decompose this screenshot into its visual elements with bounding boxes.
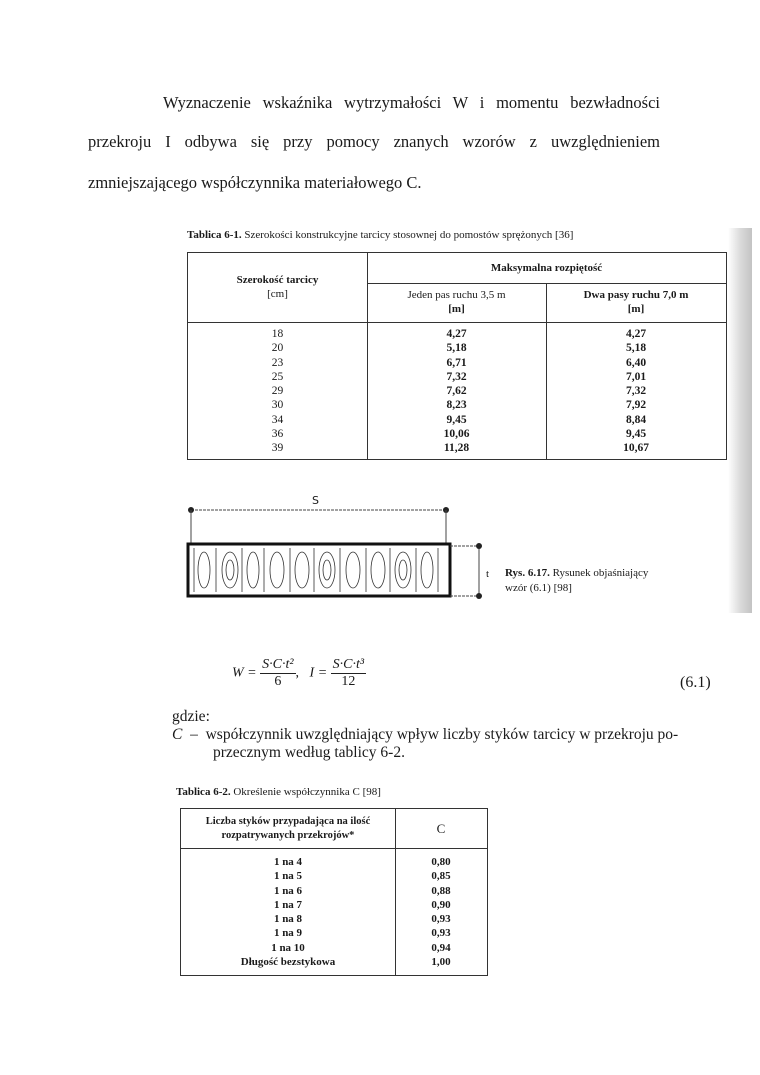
where-label: gdzie: [172, 708, 210, 725]
table2 [180, 808, 488, 976]
table1-header-two-lanes: Dwa pasy ruchu 7,0 m [m] [583, 289, 689, 315]
table1-header-width: Szerokość tarcicy [cm] [236, 274, 319, 300]
where-definition-cont: przecznym według tablicy 6-2. [213, 744, 405, 761]
figure-caption: Rys. 6.17. Rysunek objaśniający wzór (6.1) [98] [505, 567, 649, 594]
table2-header-joints: Liczba styków przypadająca na ilość rozpatrywanych przekrojów* [205, 816, 371, 841]
paragraph-line-1: Wyznaczenie wskaźnika wytrzymałości W i momentu bezwładności [163, 93, 660, 112]
table1-header-one-lane: Jeden pas ruchu 3,5 m [m] [407, 289, 506, 315]
paragraph-line-2: przekroju I odbywa się przy pomocy znanych wzorów z uwzględnieniem [88, 132, 660, 151]
scan-shadow [728, 228, 752, 613]
table1-col-two-lanes: 4,27 5,18 6,40 7,01 7,32 7,92 8,84 9,45 10,67 [623, 328, 649, 455]
dimension-s-label: S [312, 494, 319, 507]
table2-header-c: C [436, 821, 446, 836]
table1 [187, 252, 727, 460]
table2-caption: Tablica 6-2. Określenie współczynnika C [98] [176, 786, 381, 798]
table2-col-c: 0,80 0,85 0,88 0,90 0,93 0,93 0,94 1,00 [431, 856, 451, 969]
table2-col-joints: 1 na 4 1 na 5 1 na 6 1 na 7 1 na 8 1 na 9 1 na 10 Długość bezstykowa [240, 856, 336, 969]
dimension-t-label: t [486, 568, 490, 580]
table1-col-width: 18 20 23 25 29 30 34 36 39 [271, 328, 284, 455]
table1-caption: Tablica 6-1. Szerokości konstrukcyjne tarcicy stosownej do pomostów sprężonych [36] [187, 229, 574, 241]
table1-header-group: Maksymalna rozpiętość [490, 262, 603, 274]
formula-6-1: W = $\frac{\text{S·C·t²}}{6}$ , I = $\frac{\text{S·C·t³}}{12}$ [232, 657, 365, 689]
formula-number: (6.1) [680, 674, 711, 691]
where-definition: C – współczynnik uwzględniający wpływ liczby styków tarcicy w przekroju po- [172, 726, 679, 743]
paragraph-line-3: zmniejszającego współczynnika materiałowego C. [88, 173, 422, 192]
table1-col-one-lane: 4,27 5,18 6,71 7,32 7,62 8,23 9,45 10,06 11,28 [443, 328, 470, 455]
plank-cross-section-figure [180, 490, 500, 610]
